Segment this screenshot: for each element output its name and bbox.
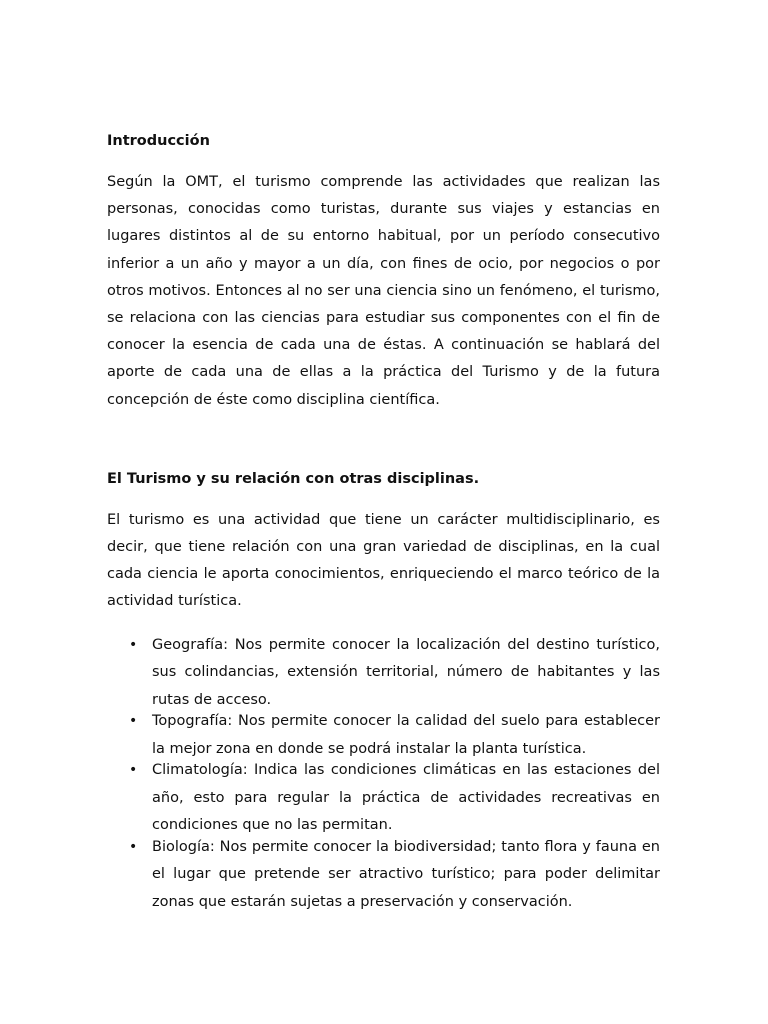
list-item-biologia	[129, 834, 660, 917]
bullet-icon: •	[129, 636, 138, 653]
section-heading: El Turismo y su relación con otras disciplinas.	[107, 470, 480, 487]
intro-heading: Introducción	[107, 133, 210, 149]
list-item-climatologia	[129, 757, 660, 840]
list-item-geografia	[129, 632, 660, 715]
list-item-text: Geografía: Nos permite conocer la localización del destino turístico, sus colindancias, extensión territorial, número de habitantes y las rutas de acceso.	[152, 636, 660, 708]
bullet-icon: •	[129, 762, 138, 779]
intro-paragraph: Según la OMT, el turismo comprende las actividades que realizan las personas, conocidas como turistas, durante sus viajes y estancias en lugares distintos al de su entorno habitual, por un período consecutivo inferior a un año y mayor a un día, con fines de ocio, por negocios o por otros motivos. Entonces al no ser una ciencia sino un fenómeno, el turismo, se relaciona con las ciencias para estudiar sus componentes con el fin de conocer la esencia de cada una de éstas. A continuación se hablará del aporte de cada una de ellas a la práctica del Turismo y de la futura concepción de éste como disciplina científica.	[107, 174, 660, 408]
list-item-topografia	[129, 708, 660, 763]
document-page	[107, 128, 660, 910]
list-item-text: Biología: Nos permite conocer la biodiversidad; tanto flora y fauna en el lugar que pretende ser atractivo turístico; para poder delimitar zonas que estarán sujetas a preservación y conservación.	[152, 838, 660, 910]
list-item-text: Topografía: Nos permite conocer la calidad del suelo para establecer la mejor zona en donde se podrá instalar la planta turística.	[152, 713, 660, 757]
list-item-text: Climatología: Indica las condiciones climáticas en las estaciones del año, esto para regular la práctica de actividades recreativas en condiciones que no las permitan.	[152, 762, 660, 834]
bullet-icon: •	[129, 713, 138, 730]
section-paragraph: El turismo es una actividad que tiene un carácter multidisciplinario, es decir, que tiene relación con una gran variedad de disciplinas, en la cual cada ciencia le aporta conocimientos, enriqueciendo el marco teórico de la actividad turística.	[107, 511, 660, 610]
disciplines-list	[107, 632, 660, 917]
bullet-icon: •	[129, 838, 138, 855]
